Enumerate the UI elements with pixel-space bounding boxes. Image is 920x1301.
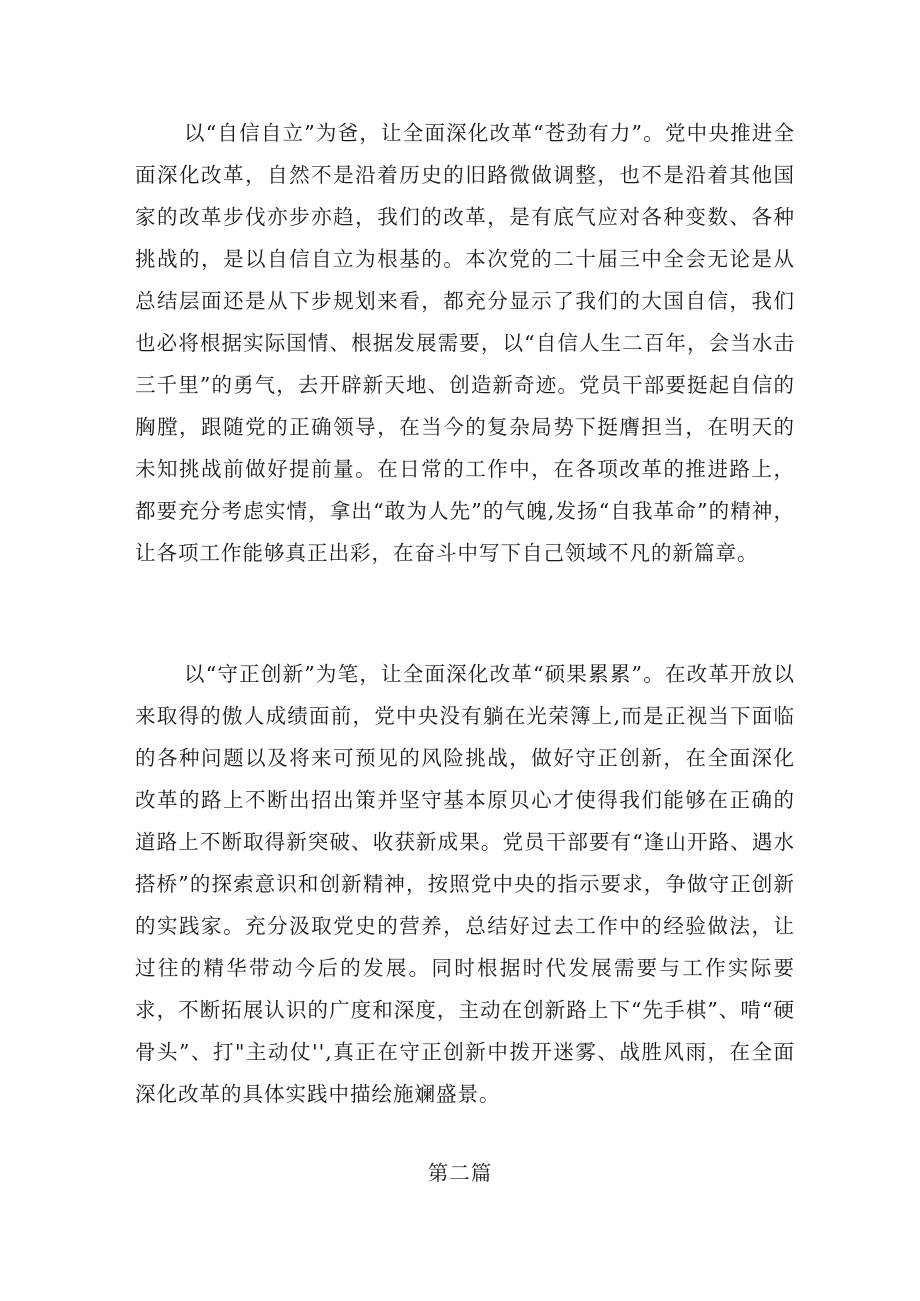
body-paragraph-2: 以“守正创新”为笔，让全面深化改革“硕果累累”。在改革开放以来取得的傲人成绩面前，党中央没有躺在光荣簿上,而是正视当下面临的各种问题以及将来可预见的风险挑战，做好守正创新，在全面深化改革的路上不断出招出策并坚守基本原贝心才使得我们能够在正确的道路上不断取得新突破、收获新成果。党员干部要有“逢山开路、遇水搭桥”的探索意识和创新精神，按照党中央的指示要求，争做守正创新的实践家。充分汲取党史的营养，总结好过去工作中的经验做法，让过往的精华带动今后的发展。同时根据时代发展需要与工作实际要求，不断拓展认识的广度和深度，主动在创新路上下“先手棋”、啃“硬骨头”、打"主动仗'',真正在守正创新中拨开迷雾、战胜风雨，在全面深化改革的具体实践中描绘施斓盛景。 [135, 662, 795, 1106]
section-heading: 第二篇 [427, 1161, 493, 1185]
body-paragraph-1: 以“自信自立”为爸，让全面深化改革“苍劲有力”。党中央推进全面深化改革，自然不是沿着历史的旧路微做调整，也不是沿着其他国家的改革步伐亦步亦趋，我们的改革，是有底气应对各种变数、各种挑战的，是以自信自立为根基的。本次党的二十届三中全会无论是从总结层面还是从下步规划来看，都充分显示了我们的大国自信，我们也必将根据实际国情、根据发展需要，以“自信人生二百年，会当水击三千里”的勇气，去开辟新天地、创造新奇迹。党员干部要挺起自信的胸膛，跟随党的正确领导，在当今的复杂局势下挺膺担当，在明天的未知挑战前做好提前量。在日常的工作中，在各项改革的推进路上，都要充分考虑实情，拿出“敢为人先”的气魄,发扬“自我革命”的精神，让各项工作能够真正出彩，在奋斗中写下自己领域不凡的新篇章。 [135, 121, 795, 565]
